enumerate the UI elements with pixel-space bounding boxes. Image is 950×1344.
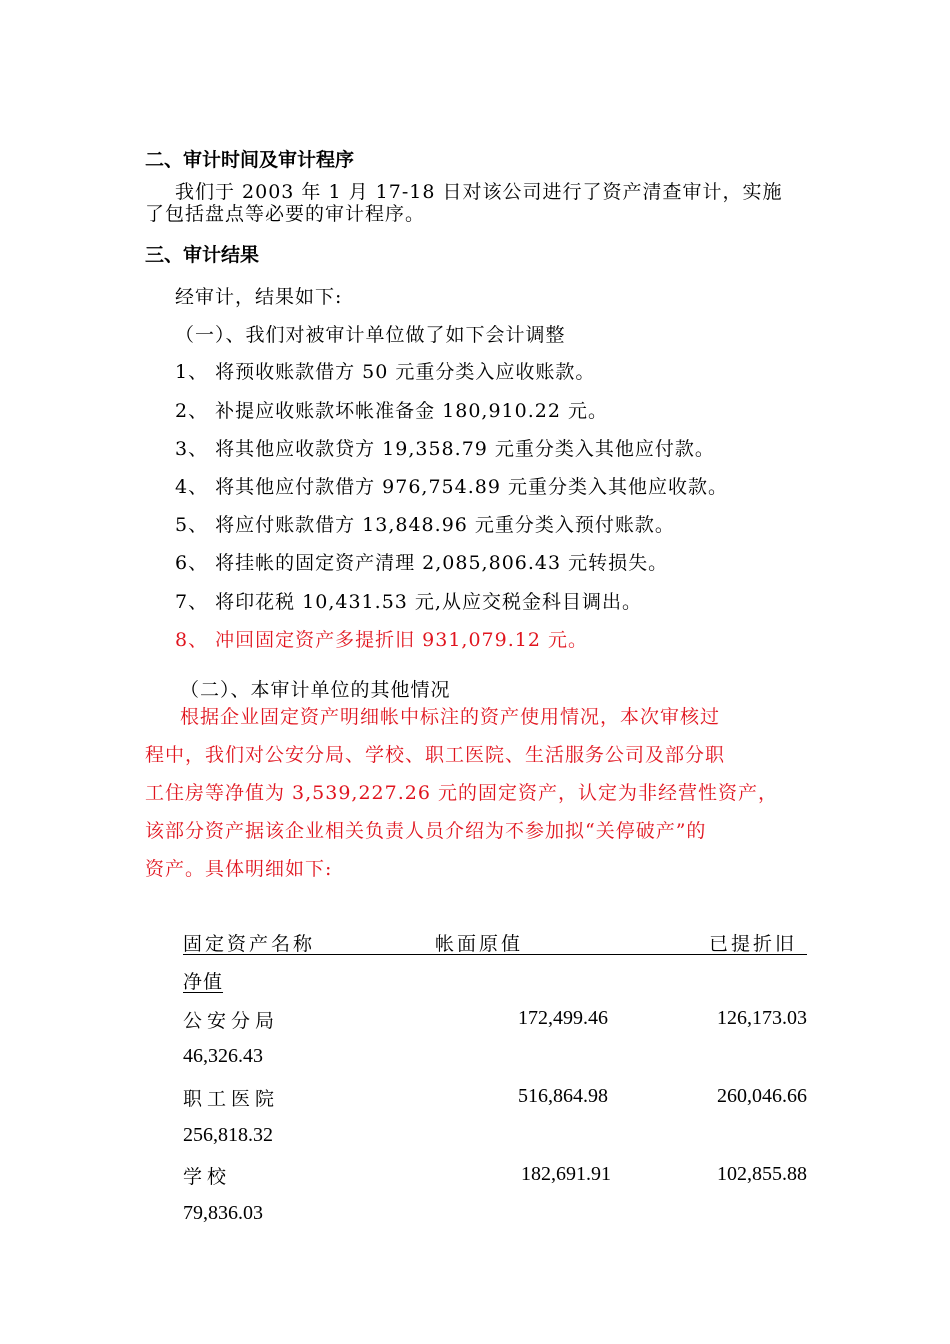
section-heading-audit-result: 三、审计结果 [145,244,260,266]
adjustment-item: 7、 将印花税 10,431.53 元,从应交税金科目调出。 [175,591,642,613]
other-info-para-line: 工住房等净值为 3,539,227.26 元的固定资产，认定为非经营性资产， [145,782,778,804]
adjustment-item: 3、 将其他应收款贷方 19,358.79 元重分类入其他应付款。 [175,438,715,460]
table-cell-original: 516,864.98 [518,1085,608,1107]
table-cell-name: 公安分局 [183,1010,280,1032]
table-cell-depreciation: 126,173.03 [717,1007,807,1029]
adjustment-item: 1、 将预收账款借方 50 元重分类入应收账款。 [175,361,596,383]
table-cell-name: 职工医院 [183,1088,280,1110]
adjustment-item: 2、 补提应收账款坏帐准备金 180,910.22 元。 [175,400,608,422]
subsection-adjustments: （一）、我们对被审计单位做了如下会计调整 [175,324,566,346]
table-header-net: 净值 [183,971,224,993]
audit-time-line-2: 了包括盘点等必要的审计程序。 [145,203,426,225]
other-info-para-line: 程中，我们对公安分局、学校、职工医院、生活服务公司及部分职 [145,744,726,766]
table-cell-net: 79,836.03 [183,1202,263,1224]
adjustment-item: 6、 将挂帐的固定资产清理 2,085,806.43 元转损失。 [175,552,669,574]
audit-time-line-1: 我们于 2003 年 1 月 17-18 日对该公司进行了资产清查审计，实施 [175,181,783,203]
section-heading-audit-time: 二、审计时间及审计程序 [145,149,355,171]
table-cell-original: 182,691.91 [521,1163,611,1185]
adjustment-item: 4、 将其他应付款借方 976,754.89 元重分类入其他应收款。 [175,476,728,498]
result-intro: 经审计，结果如下: [175,286,343,308]
table-cell-original: 172,499.46 [518,1007,608,1029]
table-cell-name: 学校 [183,1166,232,1188]
other-info-para-line: 该部分资产据该企业相关负责人员介绍为不参加拟“关停破产”的 [145,820,707,842]
adjustment-item-highlighted: 8、 冲回固定资产多提折旧 931,079.12 元。 [175,629,588,651]
table-header-depreciation: 已提折旧 [709,933,798,955]
other-info-para-line: 根据企业固定资产明细帐中标注的资产使用情况，本次审核过 [180,706,721,728]
table-header-name: 固定资产名称 [183,933,316,955]
other-info-para-line: 资产。具体明细如下: [145,858,333,880]
table-cell-net: 256,818.32 [183,1124,273,1146]
table-header-original: 帐面原值 [435,933,524,955]
subsection-other-info: （二）、本审计单位的其他情况 [180,679,451,701]
table-cell-net: 46,326.43 [183,1045,263,1067]
adjustment-item: 5、 将应付账款借方 13,848.96 元重分类入预付账款。 [175,514,675,536]
table-cell-depreciation: 102,855.88 [717,1163,807,1185]
table-cell-depreciation: 260,046.66 [717,1085,807,1107]
